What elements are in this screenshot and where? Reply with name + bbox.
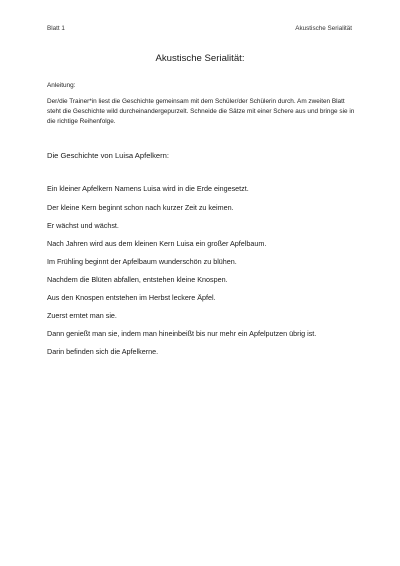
story-sentence: Aus den Knospen entstehen im Herbst leckere Äpfel. — [47, 293, 216, 302]
story-title: Die Geschichte von Luisa Apfelkern: — [47, 151, 169, 160]
page-title: Akustische Serialität: — [155, 53, 245, 64]
header-sheet-number: Blatt 1 — [47, 25, 65, 32]
story-sentence: Ein kleiner Apfelkern Namens Luisa wird in die Erde eingesetzt. — [47, 184, 249, 193]
story-sentence: Nach Jahren wird aus dem kleinen Kern Luisa ein großer Apfelbaum. — [47, 239, 267, 248]
story-sentence-list — [47, 184, 359, 365]
instructions-text: Der/die Trainer*in liest die Geschichte gemeinsam mit dem Schüler/der Schülerin durch. Am zweiten Blatt steht die Geschichte wild durcheinandergepurzelt. Schneide die Sätze mit einer Schere aus und bringe sie in die richtige Reihenfolge. — [47, 98, 355, 125]
header-topic: Akustische Serialität — [295, 25, 352, 32]
story-sentence: Nachdem die Blüten abfallen, entstehen kleine Knospen. — [47, 275, 228, 284]
story-sentence: Der kleine Kern beginnt schon nach kurzer Zeit zu keimen. — [47, 203, 234, 212]
story-sentence: Im Frühling beginnt der Apfelbaum wunderschön zu blühen. — [47, 257, 237, 266]
story-sentence: Dann genießt man sie, indem man hineinbeißt bis nur mehr ein Apfelputzen übrig ist. — [47, 329, 317, 338]
story-sentence: Darin befinden sich die Apfelkerne. — [47, 347, 159, 356]
story-sentence: Er wächst und wächst. — [47, 221, 119, 230]
instructions-label: Anleitung: — [47, 82, 76, 89]
story-sentence: Zuerst erntet man sie. — [47, 311, 117, 320]
